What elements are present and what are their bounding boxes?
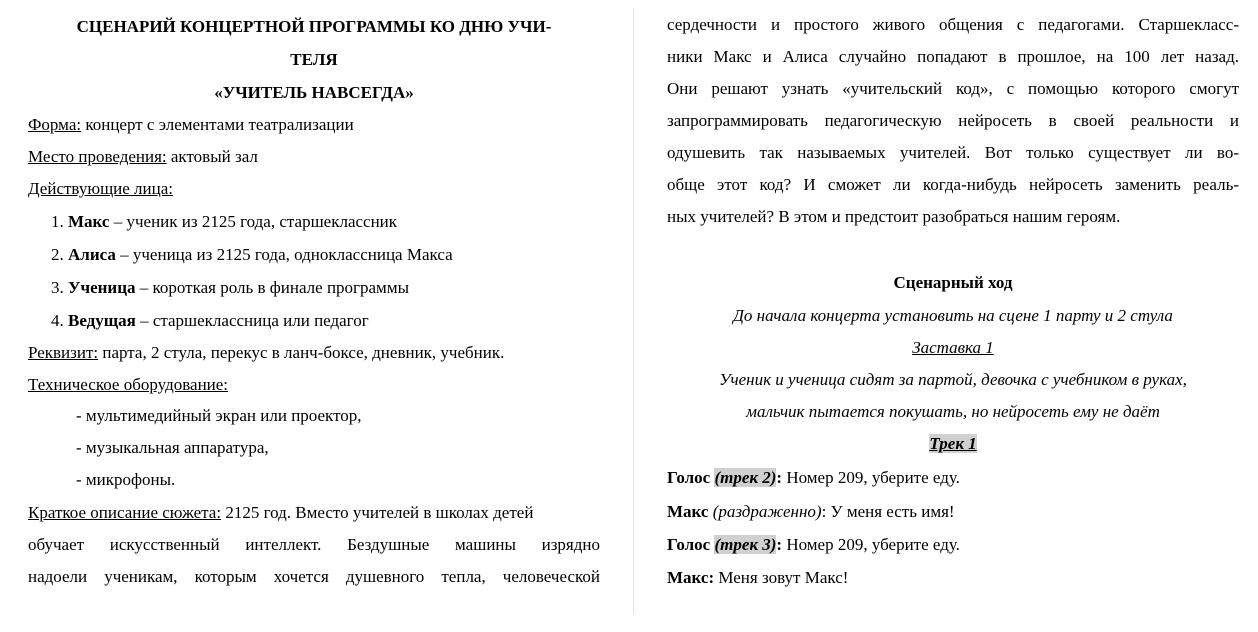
tech-item: - микрофоны. [76,470,176,489]
forma-label: Форма: [28,115,82,134]
tech-item: - музыкальная аппаратура, [76,438,269,457]
zastavka-label: Заставка 1 [912,338,994,357]
forma-value: концерт с элементами театрализации [81,115,354,134]
speaker-colon: : [776,468,783,487]
cast-num: 4. [51,311,68,330]
dialogue-line-2 [667,502,1239,522]
cast-num: 3. [51,278,68,297]
props-row [28,343,600,363]
remark: (раздраженно) [708,502,822,521]
speaker: Голос [667,535,715,554]
speaker: Голос [667,468,715,487]
cast-num: 2. [51,245,68,264]
plot-row-2: обучает искусственный интеллект. Бездушные машины изрядно [28,535,600,554]
paragraph-line: одушевить так называемых учителей. Вот только существует ли во- [667,143,1239,162]
cast-desc: – короткая роль в финале программы [135,278,409,297]
paragraph-line: обще этот код? И сможет ли когда-нибудь нейросеть заменить реаль- [667,175,1239,194]
plot-text-1: 2125 год. Вместо учителей в школах детей [221,503,534,522]
dialogue-text: Номер 209, уберите еду. [782,468,960,487]
cast-label: Действующие лица: [28,179,173,198]
props-label: Реквизит: [28,343,99,362]
title-line-2: ТЕЛЯ [290,50,338,69]
paragraph-line: ники Макс и Алиса случайно попадают в прошлое, на 100 лет назад. [667,47,1239,66]
tech-label: Техническое оборудование: [28,375,229,394]
stage-direction-2: мальчик пытается покушать, но нейросеть ему не даёт [746,402,1160,421]
title-line-3: «УЧИТЕЛЬ НАВСЕГДА» [214,83,414,102]
section-heading: Сценарный ход [893,273,1013,292]
cast-desc: – ученик из 2125 года, старшеклассник [109,212,398,231]
props-value: парта, 2 стула, перекус в ланч-боксе, дневник, учебник. [98,343,505,362]
place-value: актовый зал [166,147,258,166]
tech-label-row [28,375,600,395]
forma-row [28,115,600,135]
place-label: Место проведения: [28,147,167,166]
dialogue-text: Номер 209, уберите еду. [782,535,960,554]
dialogue-line-3 [667,535,1239,555]
dialogue-line-1 [667,468,1239,488]
plot-row-1 [28,503,600,523]
paragraph-line: Они решают узнать «учительский код», с помощью которого смогут [667,79,1239,98]
track-1-label: Трек 1 [929,434,977,453]
paragraph-line: ных учителей? В этом и предстоит разобраться нашим героям. [667,207,1121,226]
paragraph-line: запрограммировать педагогическую нейросеть в своей реальности и [667,111,1239,130]
cast-num: 1. [51,212,68,231]
speaker: Макс: [667,568,715,587]
stage-note: До начала концерта установить на сцене 1 парту и 2 стула [733,306,1173,325]
track-cue: (трек 2) [714,468,777,487]
stage-direction-1: Ученик и ученица сидят за партой, девочка с учебником в руках, [719,370,1187,389]
cast-desc: – старшеклассница или педагог [135,311,369,330]
cast-name: Алиса [68,245,116,264]
speaker-colon: : [776,535,783,554]
zastavka-row [667,338,1239,358]
cast-item [51,212,600,232]
cast-item [51,278,600,298]
cast-name: Ведущая [68,311,136,330]
speaker: Макс [667,502,709,521]
tech-item: - мультимедийный экран или проектор, [76,406,362,425]
page-divider [633,8,634,614]
right-page [667,0,1239,632]
place-row [28,147,600,167]
cast-name: Макс [68,212,110,231]
cast-item [51,311,600,331]
dialogue-text: Меня зовут Макс! [714,568,849,587]
paragraph-line: сердечности и простого живого общения с педагогами. Старшекласс- [667,15,1239,34]
left-page [28,0,600,632]
plot-row-3: надоели ученикам, которым хочется душевного тепла, человеческой [28,567,600,586]
track-cue: (трек 3) [714,535,777,554]
dialogue-text: : У меня есть имя! [821,502,955,521]
plot-label: Краткое описание сюжета: [28,503,222,522]
cast-item [51,245,600,265]
dialogue-line-4 [667,568,1239,588]
cast-desc: – ученица из 2125 года, одноклассница Макса [115,245,453,264]
title-line-1: СЦЕНАРИЙ КОНЦЕРТНОЙ ПРОГРАММЫ КО ДНЮ УЧИ- [76,17,552,36]
track-row [667,434,1239,454]
cast-name: Ученица [68,278,136,297]
cast-label-row [28,179,600,199]
